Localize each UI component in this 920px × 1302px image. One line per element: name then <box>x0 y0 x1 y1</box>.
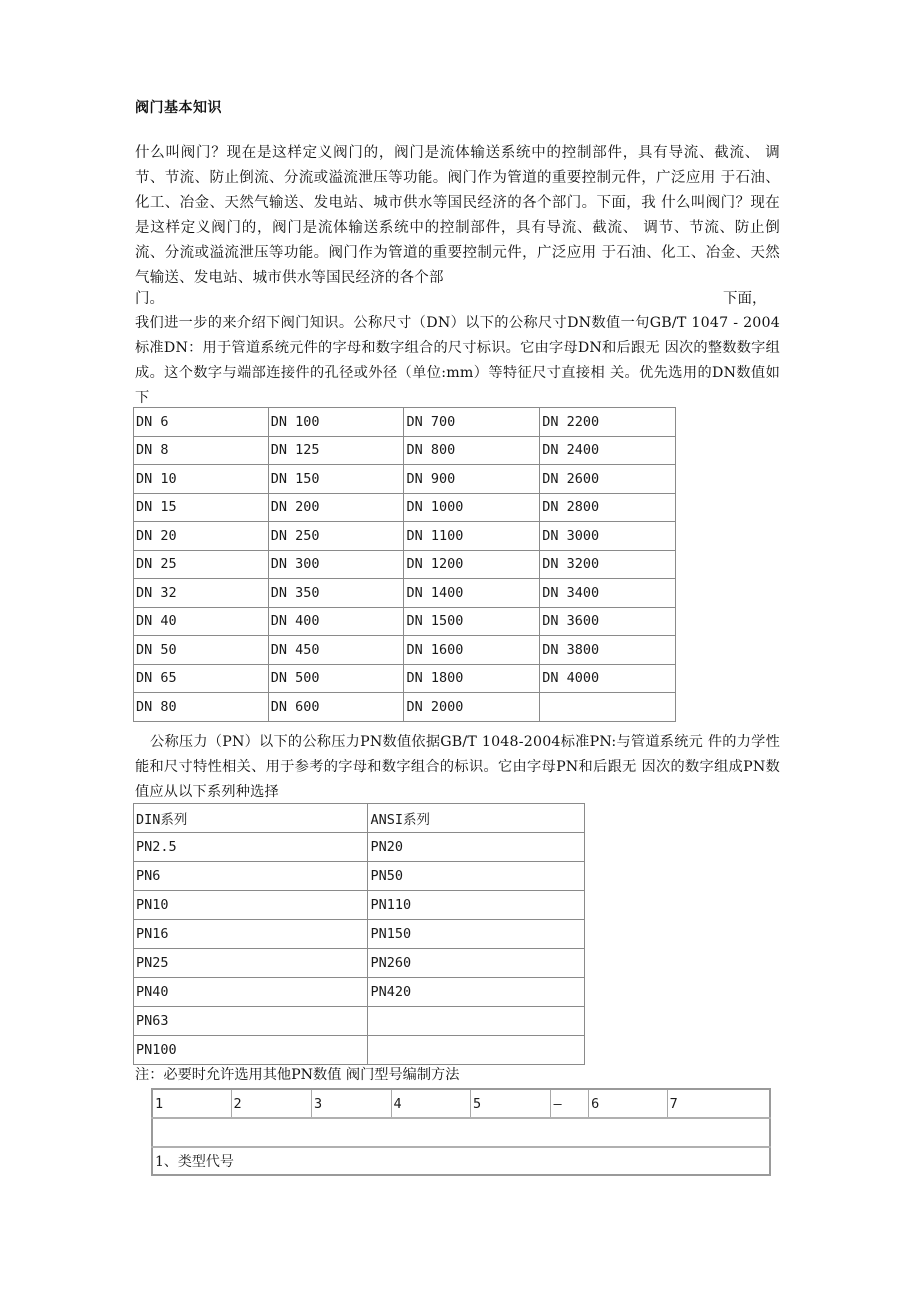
dn-value-cell: DN 1400 <box>404 579 540 608</box>
pn-ansi-value: PN260 <box>368 949 585 978</box>
dn-value-cell: DN 300 <box>268 550 404 579</box>
dn-value-cell: DN 40 <box>134 607 269 636</box>
dn-value-cell: DN 400 <box>268 607 404 636</box>
code-position-cell: — <box>551 1089 589 1118</box>
dn-value-cell: DN 80 <box>134 693 269 722</box>
pn-table-row <box>134 862 585 891</box>
pn-din-value: PN6 <box>134 862 368 891</box>
pn-header-ansi: ANSI系列 <box>368 804 585 833</box>
dn-value-cell: DN 1000 <box>404 493 540 522</box>
dn-value-cell: DN 1800 <box>404 664 540 693</box>
dn-values-table <box>133 407 676 722</box>
dn-value-cell: DN 8 <box>134 436 269 465</box>
dn-table-row <box>134 664 676 693</box>
pn-ansi-value: PN110 <box>368 891 585 920</box>
pn-din-value: PN2.5 <box>134 833 368 862</box>
pn-ansi-value: PN150 <box>368 920 585 949</box>
pn-table-row <box>134 978 585 1007</box>
dn-value-cell: DN 2600 <box>540 465 676 494</box>
code-position-cell: 2 <box>231 1089 311 1118</box>
dn-table-row <box>134 436 676 465</box>
pn-ansi-value: PN20 <box>368 833 585 862</box>
dn-table-row <box>134 607 676 636</box>
dn-value-cell: DN 3600 <box>540 607 676 636</box>
dn-value-cell: DN 700 <box>404 408 540 437</box>
code-blank-cell <box>152 1118 770 1147</box>
dn-value-cell: DN 50 <box>134 636 269 665</box>
pn-din-value: PN25 <box>134 949 368 978</box>
dn-value-cell <box>540 693 676 722</box>
dn-value-cell: DN 2000 <box>404 693 540 722</box>
dn-table-row <box>134 408 676 437</box>
dn-value-cell: DN 3000 <box>540 522 676 551</box>
pn-ansi-value <box>368 1036 585 1065</box>
pn-ansi-value: PN420 <box>368 978 585 1007</box>
dn-value-cell: DN 200 <box>268 493 404 522</box>
dn-value-cell: DN 32 <box>134 579 269 608</box>
pn-table-row <box>134 833 585 862</box>
dn-value-cell: DN 3800 <box>540 636 676 665</box>
intro-paragraph-continuation: 下面， <box>723 291 767 307</box>
pn-table-row <box>134 949 585 978</box>
pn-din-value: PN40 <box>134 978 368 1007</box>
document-title: 阀门基本知识 <box>135 100 222 116</box>
dn-value-cell: DN 125 <box>268 436 404 465</box>
dn-value-cell: DN 3200 <box>540 550 676 579</box>
pn-table-row <box>134 1036 585 1065</box>
code-blank-row <box>152 1118 770 1147</box>
dn-value-cell: DN 2800 <box>540 493 676 522</box>
pn-din-value: PN16 <box>134 920 368 949</box>
pn-ansi-value <box>368 1007 585 1036</box>
dn-value-cell: DN 800 <box>404 436 540 465</box>
valve-model-code-table <box>151 1088 771 1176</box>
dn-value-cell: DN 900 <box>404 465 540 494</box>
code-position-cell: 3 <box>312 1089 392 1118</box>
dn-value-cell: DN 600 <box>268 693 404 722</box>
pn-table-row <box>134 1007 585 1036</box>
dn-table-row <box>134 693 676 722</box>
pn-ansi-value: PN50 <box>368 862 585 891</box>
dn-value-cell: DN 20 <box>134 522 269 551</box>
dn-value-cell: DN 100 <box>268 408 404 437</box>
pn-table-header-row <box>134 804 585 833</box>
dn-table-row <box>134 493 676 522</box>
dn-table-row <box>134 465 676 494</box>
dn-table-row <box>134 522 676 551</box>
dn-value-cell: DN 1600 <box>404 636 540 665</box>
pn-din-value: PN10 <box>134 891 368 920</box>
intro-paragraph: 什么叫阀门？现在是这样定义阀门的，阀门是流体输送系统中的控制部件，具有导流、截流、 调节、节流、防止倒流、分流或溢流泄压等功能。阀门作为管道的重要控制元件，广泛应用 于石油、化工、冶金、天然气输送、发电站、城市供水等国民经济的各个部门。下面，我 什么叫阀门？现在是这样定义阀门的，阀门是流体输送系统中的控制部件，具有导流、截流、 调节、节流、防止倒流、分流或溢流泄压等功能。阀门作为管道的重要控制元件，广泛应用 于石油、化工、冶金、天然气输送、发电站、城市供水等国民经济的各个部 <box>135 145 780 286</box>
pn-table-row <box>134 891 585 920</box>
type-code-label: 1、类型代号 <box>152 1147 770 1175</box>
dn-value-cell: DN 450 <box>268 636 404 665</box>
dn-value-cell: DN 2400 <box>540 436 676 465</box>
pn-paragraph: 公称压力（PN）以下的公称压力PN数值依据GB/T 1048-2004标准PN:与管道系统元 件的力学性能和尺寸特性相关、用于参考的字母和数字组合的标识。它由字母PN和后跟无 因次的数字组成PN数值应从以下系列种选择 <box>135 734 780 800</box>
dn-value-cell: DN 350 <box>268 579 404 608</box>
dn-value-cell: DN 25 <box>134 550 269 579</box>
intro-paragraph-tail: 门。 <box>135 291 164 307</box>
dn-value-cell: DN 15 <box>134 493 269 522</box>
dn-table-row <box>134 579 676 608</box>
pn-values-table <box>133 803 585 1065</box>
note-text: 注：必要时允许选用其他PN数值 阀门型号编制方法 <box>135 1067 460 1083</box>
pn-header-din: DIN系列 <box>134 804 368 833</box>
dn-value-cell: DN 10 <box>134 465 269 494</box>
dn-table-row <box>134 550 676 579</box>
code-position-cell: 6 <box>589 1089 668 1118</box>
code-position-cell: 4 <box>391 1089 471 1118</box>
dn-value-cell: DN 150 <box>268 465 404 494</box>
dn-value-cell: DN 65 <box>134 664 269 693</box>
code-position-cell: 1 <box>152 1089 231 1118</box>
code-position-row <box>152 1089 770 1118</box>
dn-value-cell: DN 1100 <box>404 522 540 551</box>
dn-value-cell: DN 3400 <box>540 579 676 608</box>
dn-paragraph: 我们进一步的来介绍下阀门知识。公称尺寸（DN）以下的公称尺寸DN数值一句GB/T 1047 - 2004标准DN：用于管道系统元件的字母和数字组合的尺寸标识。它由字母DN和后跟无 因次的整数数字组成。这个数字与端部连接件的孔径或外径（单位:mm）等特征尺寸直接相 关。优先选用的DN数值如下 <box>135 315 780 406</box>
dn-value-cell: DN 250 <box>268 522 404 551</box>
pn-table-row <box>134 920 585 949</box>
code-label-row <box>152 1147 770 1175</box>
dn-value-cell: DN 6 <box>134 408 269 437</box>
code-position-cell: 5 <box>471 1089 551 1118</box>
dn-value-cell: DN 1200 <box>404 550 540 579</box>
dn-table-row <box>134 636 676 665</box>
dn-value-cell: DN 2200 <box>540 408 676 437</box>
dn-value-cell: DN 1500 <box>404 607 540 636</box>
code-position-cell: 7 <box>667 1089 770 1118</box>
dn-value-cell: DN 500 <box>268 664 404 693</box>
pn-din-value: PN100 <box>134 1036 368 1065</box>
pn-din-value: PN63 <box>134 1007 368 1036</box>
dn-value-cell: DN 4000 <box>540 664 676 693</box>
